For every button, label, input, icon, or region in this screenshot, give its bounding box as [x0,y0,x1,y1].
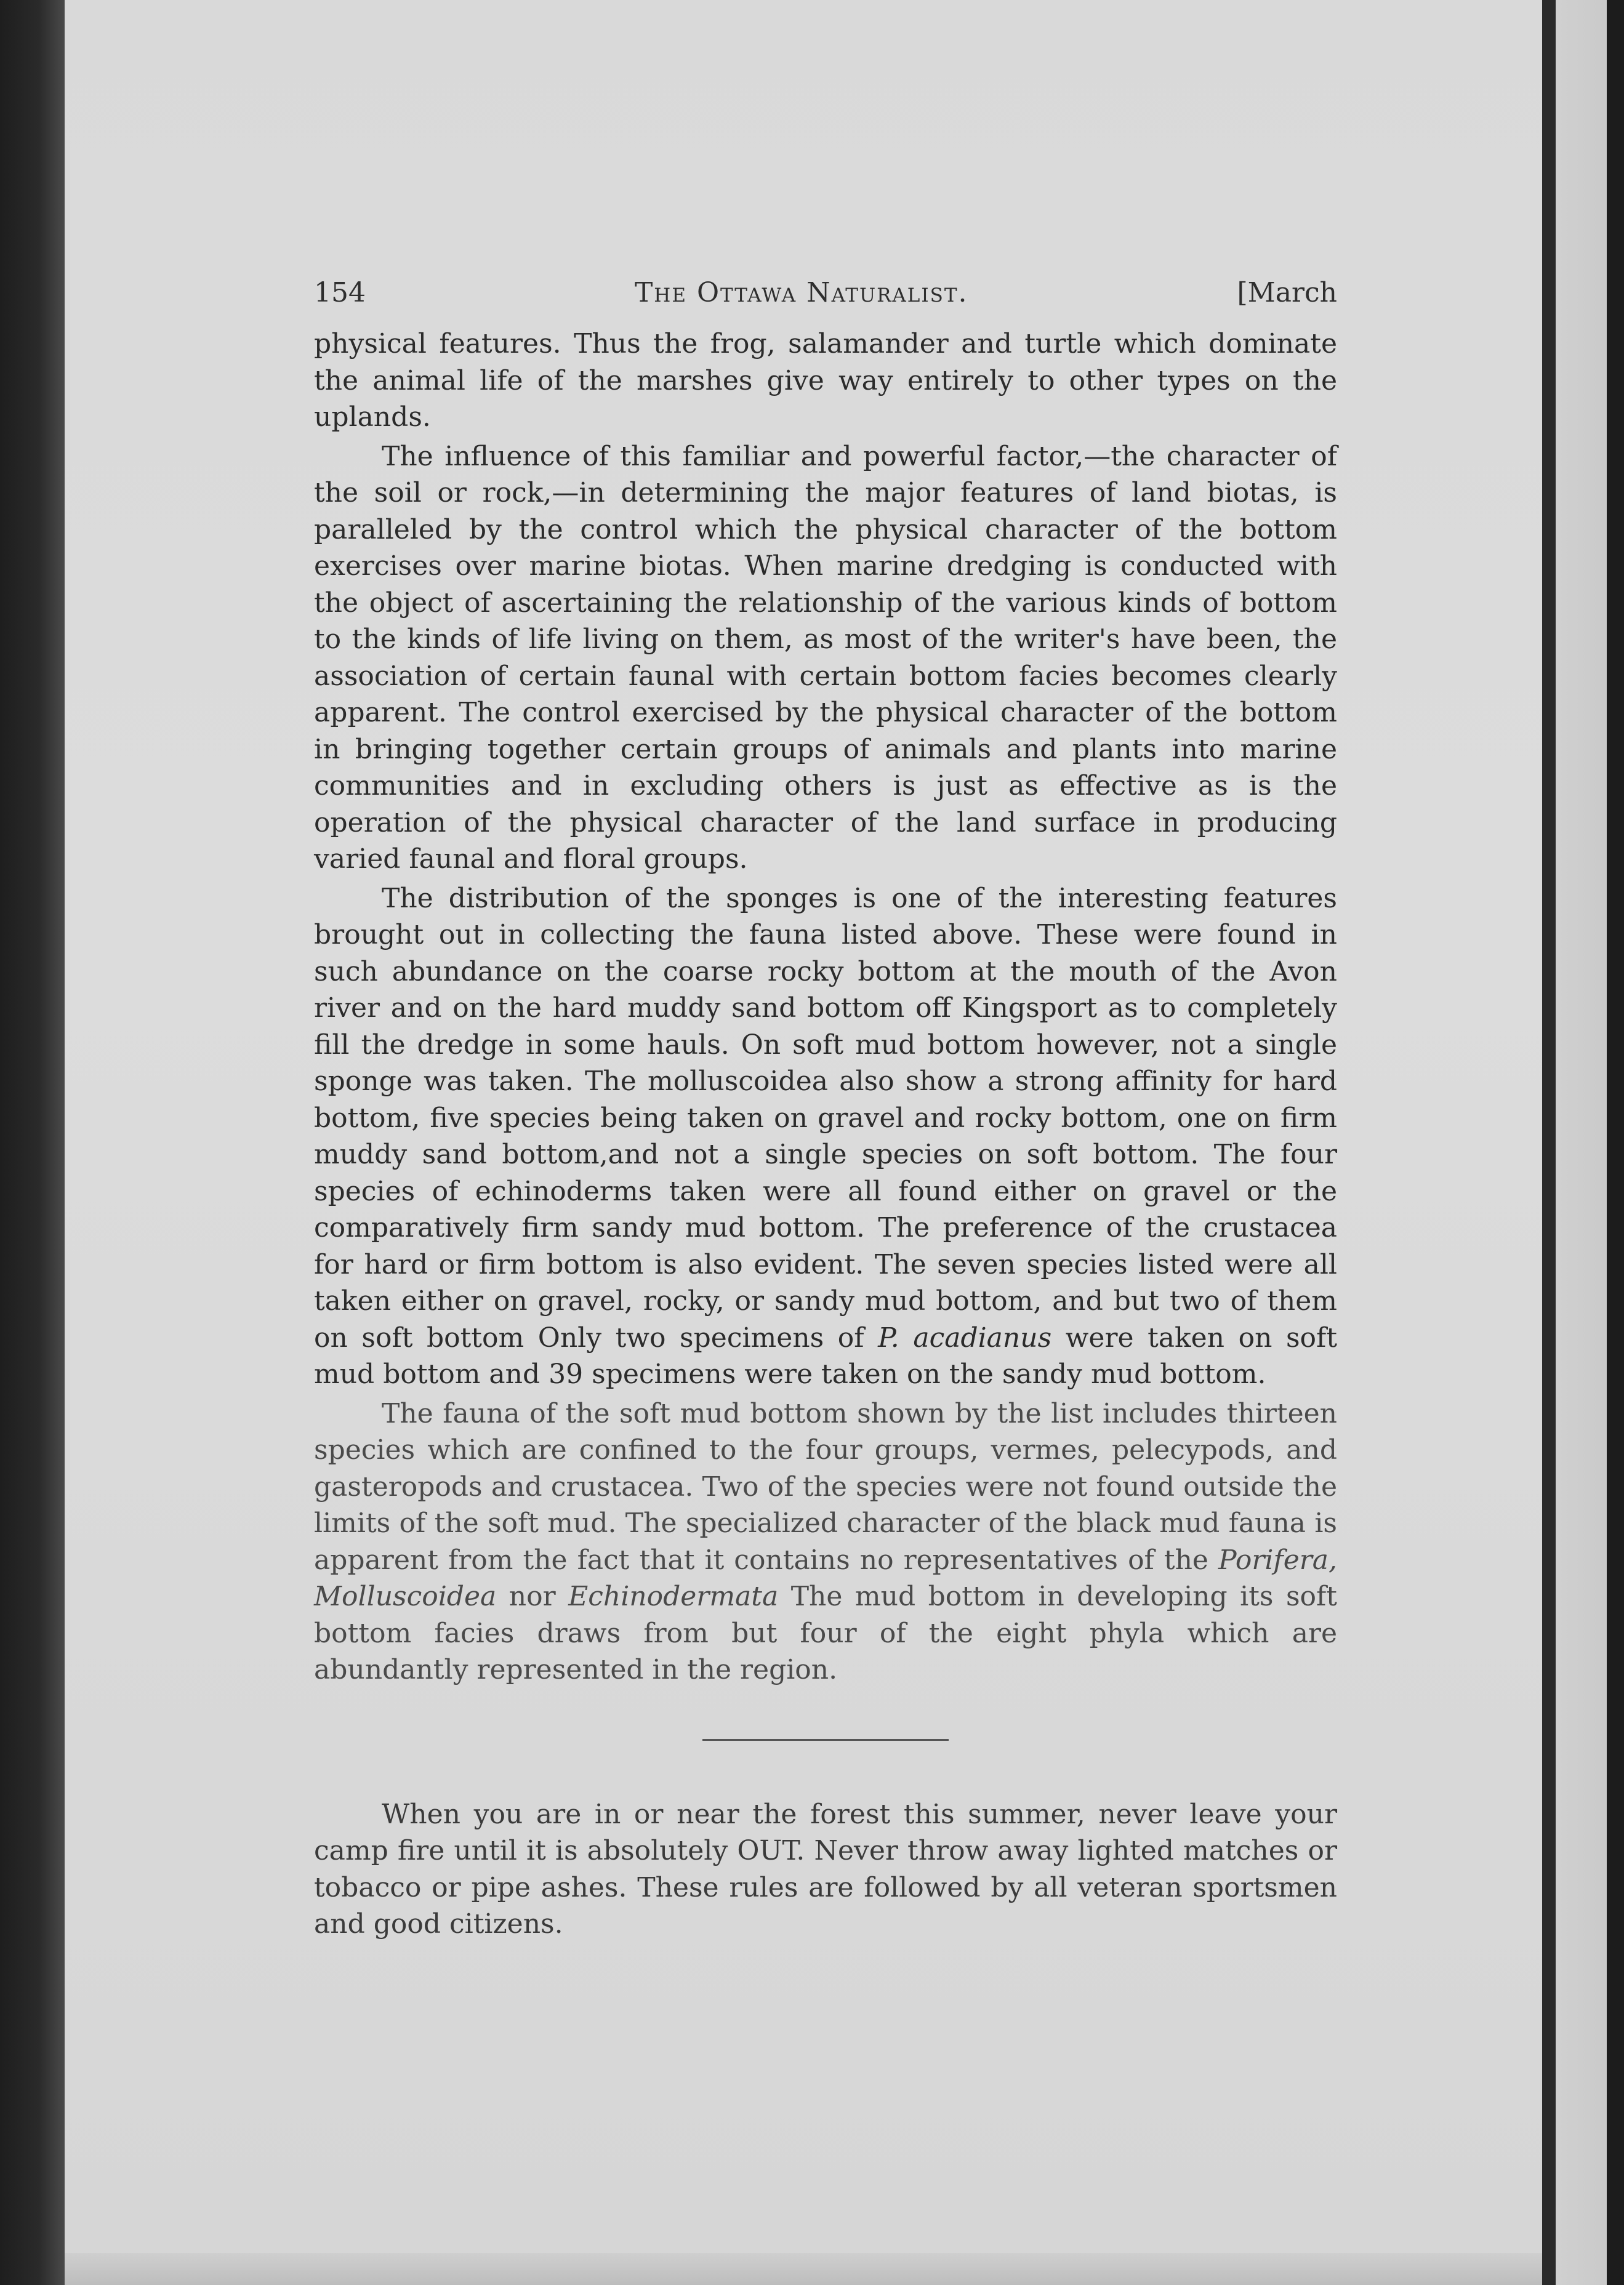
taxon-name: P. acadianus [878,1322,1052,1354]
issue-month: [March [1237,277,1337,308]
taxon-name-1: Porifera, Molluscoidea [314,1544,1337,1612]
paragraph-4-text-a: The fauna of the soft mud bottom shown by the list includes thirteen species which are confined to the four groups, vermes, pelecypods, and gasteropods and crustacea. Two of the species were not found outside the limits of the soft mud. The specialized character of the black mud fauna is apparent from the fact that it contains no representatives of the [314,1397,1337,1576]
paragraph-1: physical features. Thus the frog, salamander and turtle which dominate the animal life of the marshes give way entirely to other types on the uplands. [314,328,1337,433]
scan-fold-line [1542,0,1556,2285]
journal-title: The Ottawa Naturalist. [634,277,968,308]
paragraph-4-text-c: The mud bottom in developing its soft bottom facies draws from but four of the eight phyla which are abundantly represented in the region. [314,1581,1337,1685]
page-content [314,277,1337,1943]
fire-notice-text: When you are in or near the forest this summer, never leave your camp fire until it is absolutely OUT. Never throw away lighted matches or tobacco or pipe ashes. These rules are followed by all veteran sportsmen and good citizens. [314,1798,1337,1940]
section-divider [702,1739,949,1741]
scan-edge-right-bar [1607,0,1624,2285]
paragraph-2: The influence of this familiar and powerful factor,—the character of the soil or rock,—in determining the major features of land biotas, is paralleled by the control which the physical character of the bottom exercises over marine biotas. When marine dredging is conducted with the object of ascertaining the relationship of the various kinds of bottom to the kinds of life living on them, as most of the writer's have been, the association of certain faunal with certain bottom facies becomes clearly apparent. The control exercised by the physical character of the bottom in bringing together certain groups of animals and plants into marine communities and in excluding others is just as effective as is the operation of the physical character of the land surface in producing varied faunal and floral groups. [314,440,1337,875]
taxon-name-2: Echinodermata [568,1581,779,1612]
paragraph-4-text-b: nor [496,1581,569,1612]
paragraph-3-text-a: The distribution of the sponges is one of the interesting features brought out in collecting the fauna listed above. These were found in such abundance on the coarse rocky bottom at the mouth of the Avon river and on the hard muddy sand bottom off Kingsport as to completely fill the dredge in some hauls. On soft mud bottom however, not a single sponge was taken. The molluscoidea also show a strong affinity for hard bottom, five species being taken on gravel and rocky bottom, one on firm muddy sand bottom,and not a single species on soft bottom. The four species of echinoderms taken were all found either on gravel or the comparatively firm sandy mud bottom. The preference of the crustacea for hard or firm bottom is also evident. The seven species listed were all taken either on gravel, rocky, or sandy mud bottom, and but two of them on soft bottom Only two specimens of [314,882,1337,1354]
paragraph-4 [314,1395,1337,1689]
paragraph-3-text-b: were taken on soft mud bottom and 39 specimens were taken on the sandy mud bottom. [314,1322,1337,1390]
scan-bottom-edge [65,2253,1542,2285]
running-head [314,277,1337,308]
fire-notice [314,1796,1337,1943]
paragraph-3 [314,880,1337,1393]
article-body [314,326,1337,1689]
scan-edge-left [0,0,65,2285]
page-number: 154 [314,277,366,308]
